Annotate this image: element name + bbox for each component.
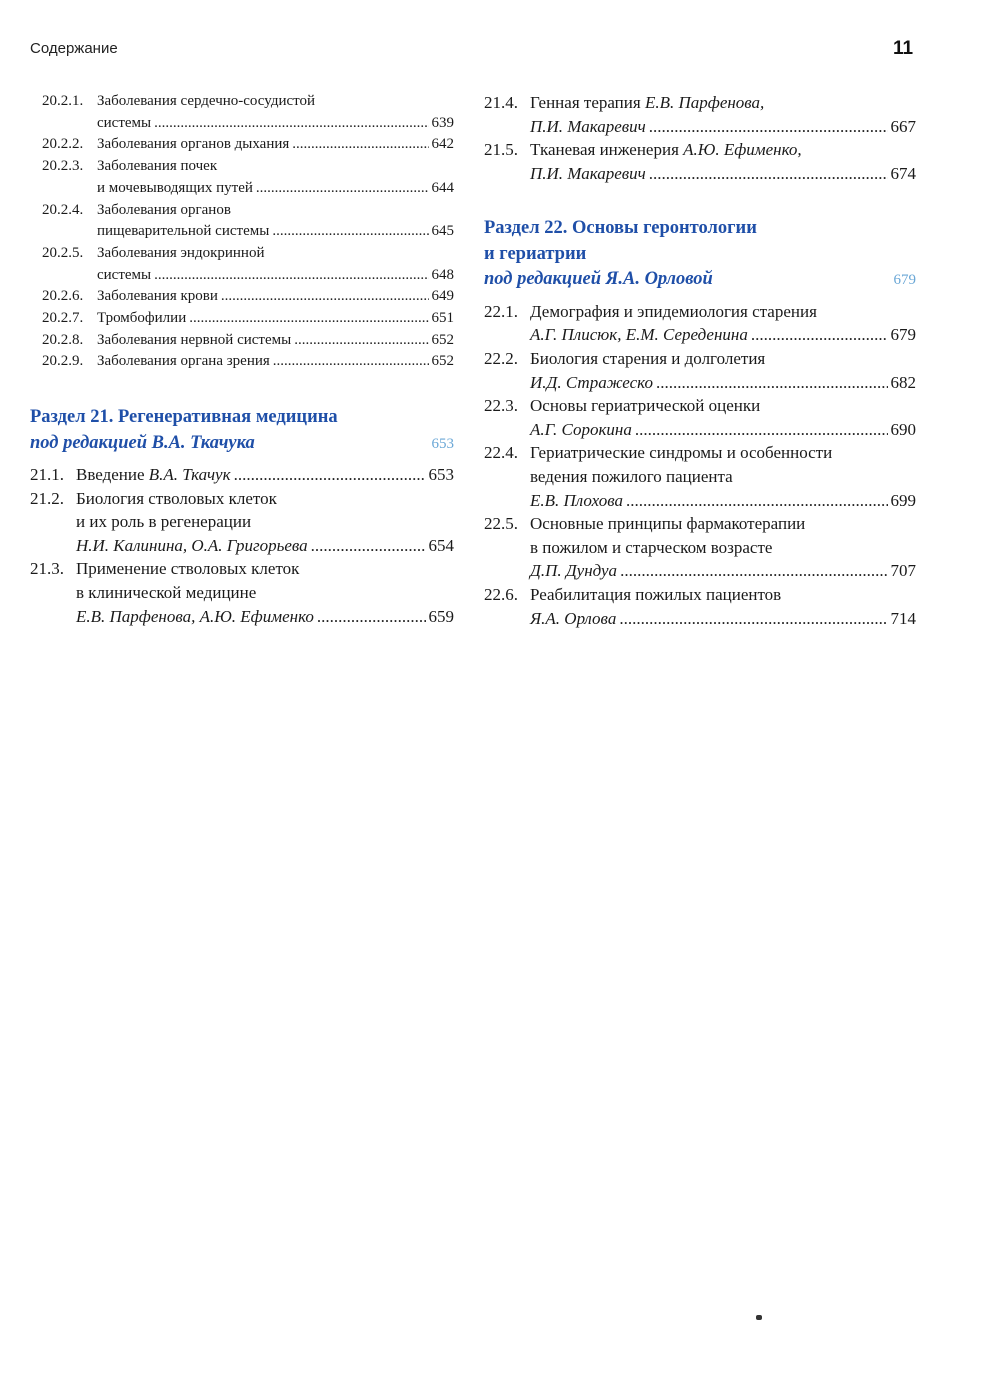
dot-leader (751, 323, 888, 347)
entry-page: 649 (431, 288, 454, 305)
entry-number: 22.5. (484, 514, 518, 534)
entry-page: 699 (890, 490, 916, 510)
dot-leader (649, 162, 888, 186)
entry-number: 20.2.2. (42, 136, 84, 153)
section-title: и гериатрии (484, 243, 587, 264)
toc-entry[interactable] (30, 463, 454, 487)
entry-title: в клинической медицине (76, 582, 257, 602)
entry-title: Биология стволовых клеток (76, 488, 277, 508)
entry-page: 690 (890, 419, 916, 439)
entry-page: 667 (890, 116, 916, 136)
section-title: Раздел 21. Регенеративная медицина (30, 407, 338, 427)
entry-authors: П.И. Макаревич (530, 163, 646, 183)
toc-entry[interactable] (484, 394, 916, 441)
entry-number: 20.2.4. (42, 201, 84, 218)
entry-authors: И.Д. Стражеско (530, 372, 653, 392)
section-editor: под редакцией Я.А. Орловой (484, 269, 713, 290)
toc-entry[interactable] (30, 487, 454, 558)
entry-list (30, 463, 454, 628)
toc-entry[interactable] (484, 441, 916, 512)
entry-authors: Я.А. Орлова (530, 608, 617, 628)
dot-leader (256, 178, 429, 200)
toc-entry[interactable] (484, 91, 916, 138)
entry-title: Демография и эпидемиология старения (530, 301, 817, 321)
toc-entry[interactable] (484, 347, 916, 394)
section-heading[interactable] (484, 216, 916, 294)
entry-title: Реабилитация пожилых пациентов (530, 585, 782, 604)
entry-page: 651 (431, 310, 454, 327)
entry-number: 20.2.5. (42, 244, 84, 261)
dot-leader (626, 489, 888, 513)
entry-number: 20.2.8. (42, 331, 84, 348)
entry-number: 22.2. (484, 349, 518, 369)
dot-leader (311, 534, 426, 558)
entry-title: Заболевания сердечно-сосудистой (97, 93, 316, 109)
left-column-section21 (30, 405, 454, 628)
entry-number: 21.2. (30, 488, 64, 508)
entry-page: 653 (428, 465, 454, 484)
toc-entry[interactable] (484, 512, 916, 583)
entry-number: 20.2.9. (42, 353, 84, 370)
entry-title: Основы гериатрической оценки (530, 396, 761, 416)
toc-entry[interactable] (42, 200, 454, 243)
entry-authors: Е.В. Парфенова, (644, 93, 765, 112)
dot-leader (189, 308, 428, 330)
entry-title: системы (97, 114, 152, 131)
entry-page: 707 (890, 561, 916, 581)
entry-title: и их роль в регенерации (76, 512, 252, 532)
entry-page: 679 (890, 325, 916, 345)
dot-leader (294, 330, 428, 352)
entry-page: 644 (431, 179, 454, 196)
entry-title: Заболевания эндокринной (97, 244, 265, 261)
toc-entry[interactable] (484, 138, 916, 185)
entry-authors: А.Ю. Ефименко, (683, 140, 802, 160)
entry-number: 20.2.3. (42, 158, 84, 175)
dot-leader (620, 559, 887, 583)
dot-leader (292, 134, 428, 156)
entry-authors: В.А. Ткачук (148, 465, 231, 484)
page-number: 11 (893, 38, 914, 59)
entry-page: 652 (431, 353, 454, 370)
left-column (42, 91, 454, 373)
toc-entry[interactable] (42, 156, 454, 199)
dot-leader (234, 463, 426, 487)
section-heading[interactable] (30, 405, 454, 457)
entry-authors: Д.П. Дундуа (530, 561, 618, 581)
toc-entry[interactable] (484, 583, 916, 630)
entry-page: 652 (431, 331, 454, 348)
entry-number: 22.1. (484, 301, 518, 321)
running-header: Содержание (30, 40, 118, 57)
toc-entry[interactable] (30, 557, 454, 628)
toc-entry[interactable] (42, 286, 454, 308)
entry-number: 22.6. (484, 585, 518, 604)
entry-page: 642 (431, 136, 454, 153)
toc-entry[interactable] (484, 300, 916, 347)
toc-entry[interactable] (42, 308, 454, 330)
entry-title: Генная терапия (530, 93, 641, 112)
entry-page: 654 (428, 535, 454, 555)
entry-title: Основные принципы фармакотерапии (530, 514, 806, 534)
entry-title: Заболевания почек (97, 158, 218, 175)
subsection-list (42, 91, 454, 373)
entry-title: Заболевания органов (97, 201, 231, 218)
entry-authors: П.И. Макаревич (530, 116, 646, 136)
entry-authors: Е.В. Парфенова, А.Ю. Ефименко (76, 606, 314, 626)
right-column (484, 91, 916, 630)
entry-authors: А.Г. Сорокина (530, 419, 632, 439)
toc-entry[interactable] (42, 351, 454, 373)
entry-number: 21.3. (30, 559, 64, 579)
entry-title: и мочевыводящих путей (97, 179, 253, 196)
entry-title: системы (97, 266, 152, 283)
entry-page: 648 (431, 266, 454, 283)
entry-title: ведения пожилого пациента (530, 467, 733, 487)
toc-entry[interactable] (42, 91, 454, 134)
dot-leader (221, 286, 429, 308)
entry-title: Применение стволовых клеток (76, 559, 300, 579)
dot-leader (649, 115, 888, 139)
entry-page: 659 (428, 606, 454, 626)
dot-leader (154, 113, 428, 135)
entry-page: 639 (431, 114, 454, 131)
dot-leader (619, 607, 887, 631)
entry-number: 20.2.1. (42, 93, 84, 109)
entry-authors: Е.В. Плохова (530, 490, 623, 510)
entry-number: 21.1. (30, 465, 64, 484)
entry-title: Заболевания нервной системы (97, 331, 292, 348)
entry-title: Заболевания крови (97, 288, 218, 305)
section-page: 653 (431, 435, 454, 452)
dot-leader (635, 418, 888, 442)
toc-entry[interactable] (42, 134, 454, 156)
toc-entry[interactable] (42, 243, 454, 286)
entry-title: в пожилом и старческом возрасте (530, 537, 773, 557)
entry-number: 20.2.6. (42, 288, 84, 305)
entry-number: 20.2.7. (42, 310, 84, 327)
entry-authors: А.Г. Плисюк, Е.М. Середенина (530, 325, 748, 345)
print-mark (756, 1315, 762, 1320)
section-title: Раздел 22. Основы геронтологии (484, 218, 757, 239)
dot-leader (656, 371, 888, 395)
entry-authors: Н.И. Калинина, О.А. Григорьева (76, 535, 308, 555)
entry-number: 21.5. (484, 140, 518, 160)
entry-title: Тромбофилии (97, 310, 187, 327)
section-editor: под редакцией В.А. Ткачука (30, 432, 255, 453)
entry-number: 22.3. (484, 396, 518, 416)
entry-title: Биология старения и долголетия (530, 349, 766, 369)
entry-page: 714 (890, 608, 916, 628)
entry-title: Заболевания органа зрения (97, 353, 270, 370)
entry-title: Тканевая инженерия (530, 140, 679, 160)
entry-title: Гериатрические синдромы и особенности (530, 443, 833, 463)
entry-page: 674 (890, 163, 916, 183)
section-page: 679 (893, 272, 916, 289)
entry-number: 22.4. (484, 443, 518, 463)
entry-list (484, 300, 916, 630)
entry-number: 21.4. (484, 93, 518, 112)
entry-list (484, 91, 916, 185)
entry-title: пищеварительной системы (97, 223, 270, 240)
entry-page: 682 (890, 372, 916, 392)
dot-leader (154, 265, 428, 287)
toc-entry[interactable] (42, 330, 454, 352)
entry-title: Введение (76, 465, 145, 484)
dot-leader (273, 351, 429, 373)
entry-page: 645 (431, 223, 454, 240)
entry-title: Заболевания органов дыхания (97, 136, 290, 153)
dot-leader (317, 605, 426, 629)
dot-leader (272, 221, 428, 243)
